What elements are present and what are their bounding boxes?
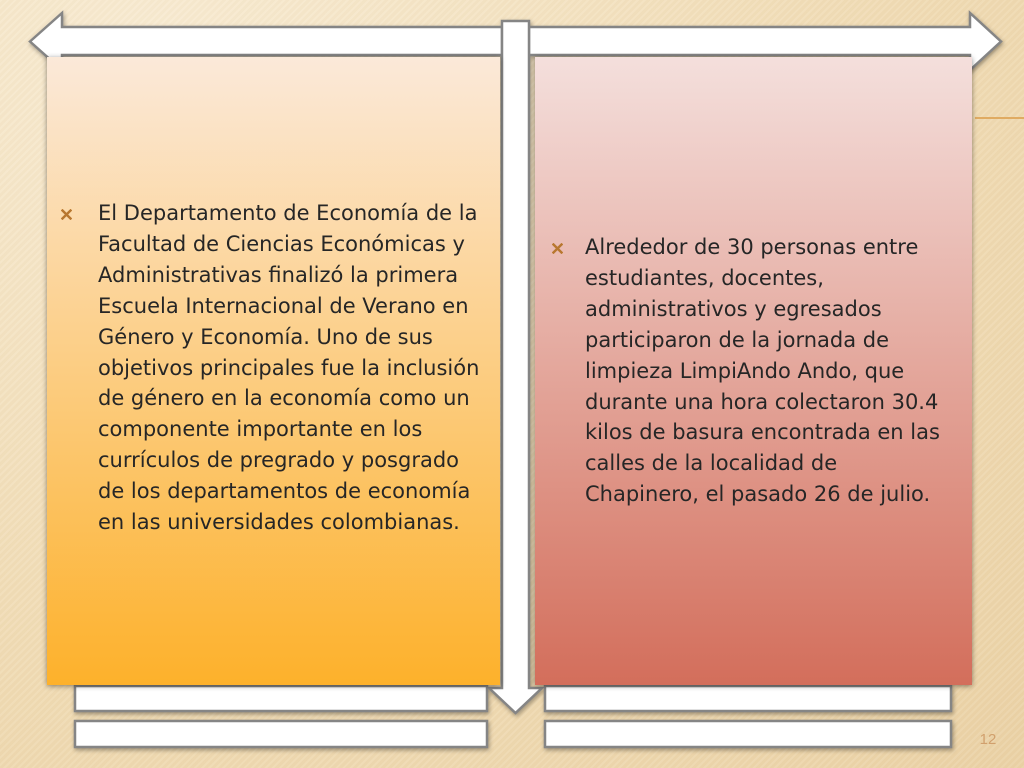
right-text-line: Chapinero, el pasado 26 de julio. xyxy=(585,482,931,507)
right-text-line: calles de la localidad de xyxy=(585,451,838,476)
right-text-line: participaron de la jornada de xyxy=(585,327,890,352)
right-text-line: administrativos y egresados xyxy=(585,296,882,321)
right-text-line: estudiantes, docentes, xyxy=(585,265,824,290)
left-text-line: Administrativas finalizó la primera xyxy=(98,262,459,287)
right-bullet-text xyxy=(585,232,940,510)
bottom-bar-right-bottom xyxy=(545,721,951,747)
left-text-line: de género en la economía como un xyxy=(98,386,470,411)
slide-number: 12 xyxy=(979,731,997,748)
x-bullet-icon xyxy=(61,209,72,220)
x-bullet-icon-shape xyxy=(554,245,562,253)
right-panel xyxy=(535,57,972,685)
left-text-line: Facultad de Ciencias Económicas y xyxy=(98,231,465,256)
left-text-line: en las universidades colombianas. xyxy=(98,510,460,535)
right-text-line: Alrededor de 30 personas entre xyxy=(585,235,919,259)
left-text-line: Escuela Internacional de Verano en xyxy=(98,293,469,318)
left-text-line: componente importante en los xyxy=(98,417,423,442)
left-text-line: objetivos principales fue la inclusión xyxy=(98,355,480,380)
right-text-line: limpieza LimpiAndo Ando, que xyxy=(585,358,905,383)
left-panel xyxy=(47,57,500,685)
bottom-bar-left-bottom xyxy=(75,721,487,747)
right-text-line: durante una hora colectaron 30.4 xyxy=(585,389,939,414)
x-bullet-icon-shape xyxy=(63,211,71,219)
left-text-line: currículos de pregrado y posgrado xyxy=(98,448,460,473)
bottom-bar-left-top xyxy=(75,686,487,711)
left-text-line: Género y Economía. Uno de sus xyxy=(98,324,433,349)
left-bullet-text xyxy=(98,198,479,538)
bottom-bar-right-top xyxy=(545,686,951,711)
x-bullet-icon xyxy=(552,243,563,254)
left-text-line: El Departamento de Economía de la xyxy=(98,201,478,225)
right-text-line: kilos de basura encontrada en las xyxy=(585,420,940,445)
left-text-line: de los departamentos de economía xyxy=(98,479,471,504)
